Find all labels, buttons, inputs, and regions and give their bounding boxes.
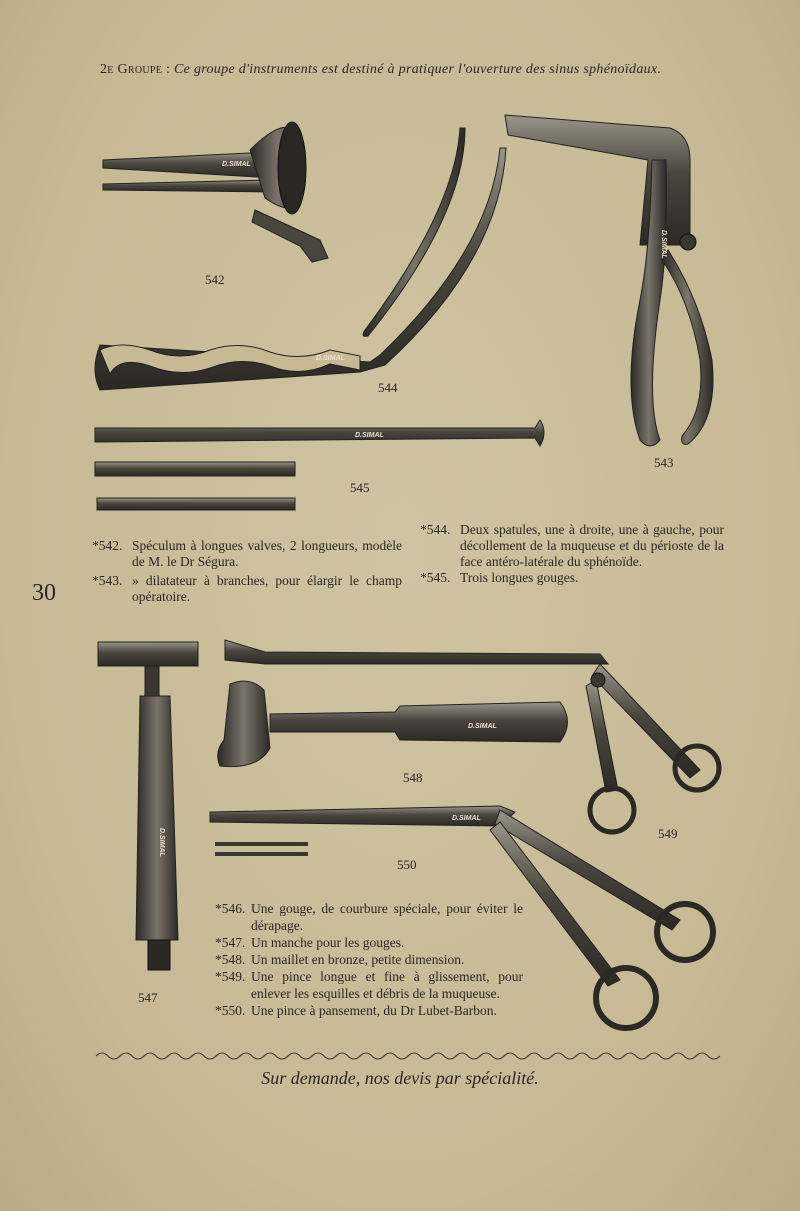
figure-number-550: 550 <box>397 857 417 872</box>
caption-545 <box>420 570 724 586</box>
caption-543 <box>92 573 402 605</box>
footer-note: Sur demande, nos devis par spécialité. <box>261 1068 539 1088</box>
caption-num: *543. <box>92 573 123 588</box>
maker-stamp-543: D.SIMAL <box>660 230 667 259</box>
caption-num: *542. <box>92 538 123 553</box>
group-description: Ce groupe d'instruments est destiné à pratiquer l'ouverture des sinus sphénoïdaux. <box>174 62 662 77</box>
maker-stamp-548: D.SIMAL <box>468 723 497 730</box>
caption-num: *548. <box>215 952 246 967</box>
figure-number-548: 548 <box>403 770 423 785</box>
maker-stamp-542: D.SIMAL <box>222 161 251 168</box>
page-number: 30 <box>32 580 56 606</box>
maker-stamp-550: D.SIMAL <box>452 815 481 822</box>
caption-547 <box>215 934 523 951</box>
caption-550 <box>215 1002 523 1019</box>
caption-544 <box>420 522 724 570</box>
caption-text: Spéculum à longues valves, 2 longueurs, modèle de M. le Dr Ségura. <box>132 538 402 569</box>
handle-547-illustration <box>98 642 198 970</box>
caption-549 <box>215 968 523 1002</box>
caption-num: *544. <box>420 522 451 537</box>
maker-stamp-544: D.SIMAL <box>316 355 345 362</box>
captions-top-left <box>92 538 402 605</box>
group-label: 2e Groupe : <box>100 62 171 77</box>
maker-stamp-545: D.SIMAL <box>355 432 384 439</box>
caption-text: Un maillet en bronze, petite dimension. <box>251 952 465 967</box>
captions-bottom <box>215 900 523 1019</box>
caption-num: *547. <box>215 935 246 950</box>
caption-text: Deux spatules, une à droite, une à gauche, pour décollement de la muqueuse et du périoste de la face antéro-latérale du sphénoïde. <box>460 522 724 569</box>
caption-548 <box>215 951 523 968</box>
wavy-divider <box>96 1053 720 1059</box>
caption-num: *550. <box>215 1003 246 1018</box>
caption-text: » dilatateur à branches, pour élargir le champ opératoire. <box>132 573 402 604</box>
caption-text: Trois longues gouges. <box>460 570 579 585</box>
caption-text: Une pince longue et fine à glissement, pour enlever les esquilles et débris de la muqueuse. <box>251 969 523 1001</box>
figure-number-549: 549 <box>658 826 678 841</box>
figure-number-543: 543 <box>654 455 674 470</box>
mallet-548-illustration <box>218 681 568 767</box>
caption-text: Un manche pour les gouges. <box>251 935 405 950</box>
gouges-545-illustration <box>95 420 544 510</box>
caption-num: *546. <box>215 901 246 916</box>
figure-number-544: 544 <box>378 380 398 395</box>
caption-num: *549. <box>215 969 246 984</box>
caption-542 <box>92 538 402 570</box>
dilator-543-illustration <box>505 115 713 446</box>
maker-stamp-547: D.SIMAL <box>158 828 165 857</box>
figure-number-547: 547 <box>138 990 158 1005</box>
caption-546 <box>215 900 523 934</box>
figure-number-542: 542 <box>205 272 225 287</box>
figure-number-545: 545 <box>350 480 370 495</box>
captions-top-right <box>420 522 724 586</box>
caption-text: Une gouge, de courbure spéciale, pour éviter le dérapage. <box>251 901 523 933</box>
speculum-542-illustration <box>103 122 328 262</box>
caption-text: Une pince à pansement, du Dr Lubet-Barbon. <box>251 1003 497 1018</box>
caption-num: *545. <box>420 570 451 585</box>
